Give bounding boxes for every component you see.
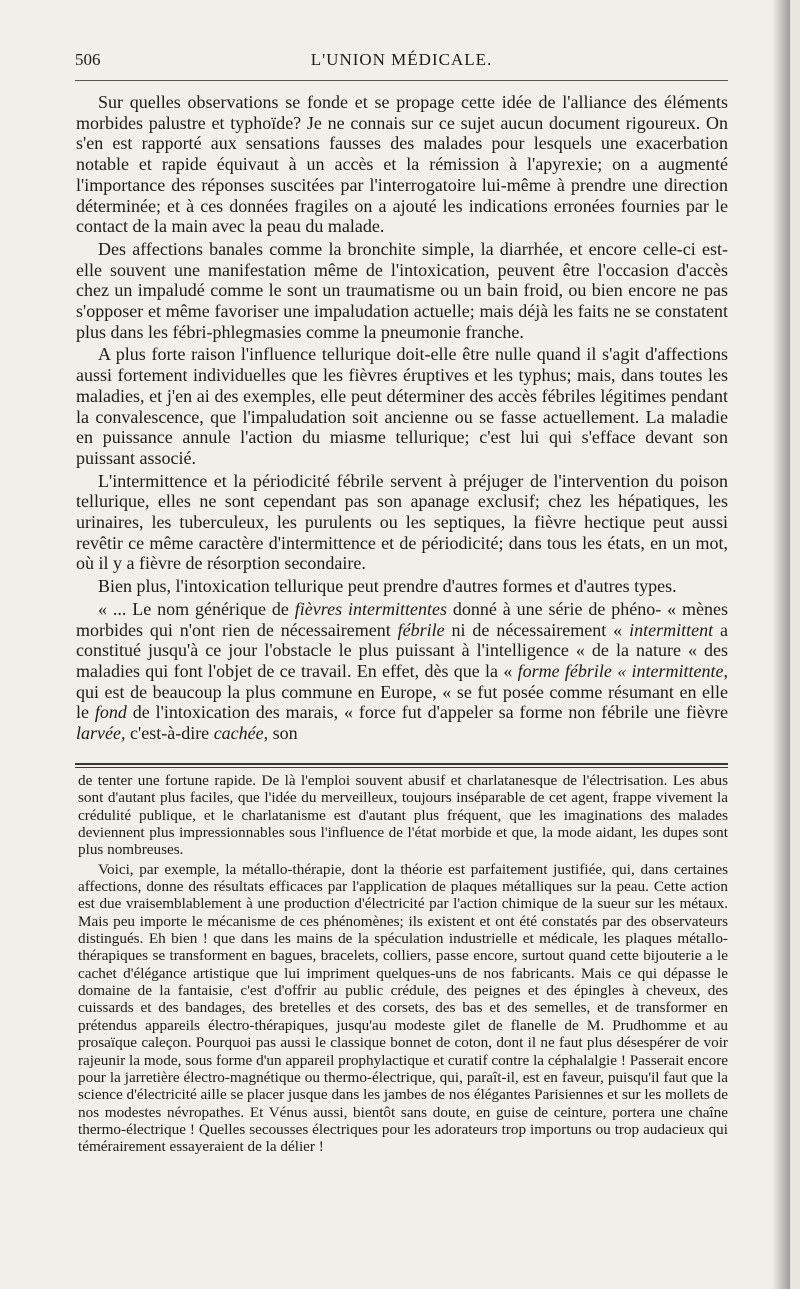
footnote-paragraph: Voici, par exemple, la métallo-thérapie, dont la théorie est parfaitement justifiée, qui, dans certaines affections, donne des résultats efficaces par l'application de plaques métalliques sur la peau. Cette action est due vraisemblablement à une production d'électricité par l'action chimique de la sueur sur les métaux. Mais peu importe le mécanisme de ces phénomènes; ils existent et ont été constatés par des observateurs distingués. Eh bien ! que dans les mains de la spéculation industrielle et médicale, les plaques métallo-thérapiques se transforment en bagues, bracelets, colliers, passe encore, surtout quand cette bijouterie a le cachet d'élégance artistique que lui impriment quelques-uns de nos fabricants. Mais ce qui dépasse le domaine de la fantaisie, c'est d'offrir au public crédule, des peignes et des épingles à cheveux, des cuissards et des bandages, des bretelles et des corsets, des bas et des semelles, et de transformer en prétendus appareils électro-thérapiques, jusqu'au modeste gilet de flanelle de M. Prudhomme et au prosaïque caleçon. Pourquoi pas aussi le classique bonnet de coton, dont il ne faut plus désespérer de voir rajeunir la mode, sous forme d'un appareil prophylactique et curatif contre la céphalalgie ! Passerait encore pour la jarretière électro-magnétique ou thermo-électrique, qui, paraît-il, est en faveur, puisqu'il faut que la science d'électricité aille se placer jusque dans les jambes de nos élégantes Parisiennes et sur les mollets de nos modestes névropathes. Et Vénus aussi, bientôt sans doute, en guise de ceinture, portera une chaîne thermo-électrique ! Quelles secousses électriques pour les adorateurs trop importuns ou trop audacieux qui témérairement essayeraient de la délier ! bbox=[78, 860, 728, 1156]
quote-text: , c'est-à-dire bbox=[120, 723, 214, 744]
quotation bbox=[76, 599, 728, 744]
quote-text: « ... Le nom générique de bbox=[98, 598, 295, 619]
page-number: 506 bbox=[75, 50, 101, 69]
quote-italic: fébrile bbox=[397, 619, 445, 640]
paragraph: Sur quelles observations se fonde et se propage cette idée de l'alliance des éléments morbides palustre et typhoïde? Je ne connais sur ce sujet aucun document rigoureux. On s'en est rapporté aux sensations fausses des malades pour lesquels une exacerbation notable et rapide équivaut à un accès et la rémission à l'apyrexie; on a augmenté l'importance des réponses suscitées par l'interrogatoire lui-même à prendre une direction déterminée; et à ces données fragiles on a ajouté les indications erronées fournies par le contact de la main avec la peau du malade. bbox=[76, 92, 728, 237]
footnote bbox=[78, 772, 728, 1156]
page-header bbox=[75, 46, 728, 76]
header-rule bbox=[75, 80, 728, 81]
quote-text: , son bbox=[263, 723, 298, 744]
page-edge-shadow bbox=[772, 0, 790, 1289]
running-title: L'UNION MÉDICALE. bbox=[310, 50, 493, 69]
quote-italic: larvée bbox=[76, 723, 121, 744]
quote-text: a constitué jusqu'à ce jour l'obstacle le plus puissant à l'intelligence « de la nature « des maladies qui font l'objet de ce travail. En effet, dès que la « bbox=[76, 619, 728, 681]
quote-italic: cachée bbox=[213, 723, 264, 744]
quote-text: de l'intoxication des marais, « force fut d'appeler sa forme non fébrile une fièvre bbox=[126, 702, 728, 723]
quote-italic: intermittent bbox=[629, 619, 714, 640]
paragraph: A plus forte raison l'influence tellurique doit-elle être nulle quand il s'agit d'affections aussi fortement individuelles que les fièvres éruptives et les typhus; mais, dans toutes les maladies, et j'en ai des exemples, elle peut déterminer des accès fébriles légitimes pendant la convalescence, que l'impaludation soit ancienne ou se fasse actuellement. La maladie en puissance annule l'action du miasme tellurique; c'est lui qui s'efface devant son puissant associé. bbox=[76, 344, 728, 468]
quote-italic: fièvres intermittentes bbox=[294, 598, 447, 619]
paragraph: Des affections banales comme la bronchite simple, la diarrhée, et encore celle-ci est-elle souvent une manifestation même de l'intoxication, peuvent être l'occasion d'accès chez un impaludé comme le sont un traumatisme ou un bain froid, ou bien encore ne pas s'opposer et même favoriser une impaludation actuelle; mais déjà les faits ne se constatent plus dans les fébri-phlegmasies comme la pneumonie franche. bbox=[76, 238, 728, 342]
main-text bbox=[76, 92, 728, 744]
footnote-rule bbox=[75, 763, 728, 765]
quote-text: , qui est de beaucoup la plus commune en Europe, « se fut posée comme résumant en elle le bbox=[76, 660, 728, 723]
paragraph: L'intermittence et la périodicité fébrile servent à préjuger de l'intervention du poison tellurique, elles ne sont cependant pas son apanage exclusif; chez les hépatiques, les urinaires, les tuberculeux, les purulents ou les septiques, la fièvre hectique peut aussi revêtir ce même caractère d'intermittence et de périodicité; dans tous les états, en un mot, où il y a fièvre de résorption secondaire. bbox=[76, 470, 728, 574]
footnote-paragraph: de tenter une fortune rapide. De là l'emploi souvent abusif et charlatanesque de l'électrisation. Les abus sont d'autant plus faciles, que l'idée du merveilleux, toujours inséparable de cet agent, frappe vivement la crédulité publique, et le charlatanisme est d'autant plus fréquent, que les imaginations des malades deviennent plus impressionnables sous l'influence de l'état morbide et que, la mode aidant, les dupes sont plus nombreuses. bbox=[78, 772, 728, 859]
quote-italic: fond bbox=[94, 702, 127, 723]
quote-text: donné à une série de phéno- « mènes morbides qui n'ont rien de nécessairement bbox=[76, 598, 728, 640]
footnote-rule bbox=[75, 767, 728, 768]
paragraph: Bien plus, l'intoxication tellurique peut prendre d'autres formes et d'autres types. bbox=[98, 576, 677, 597]
quote-text: ni de nécessairement « bbox=[444, 619, 630, 640]
quote-italic: forme fébrile « intermittente bbox=[517, 660, 724, 681]
